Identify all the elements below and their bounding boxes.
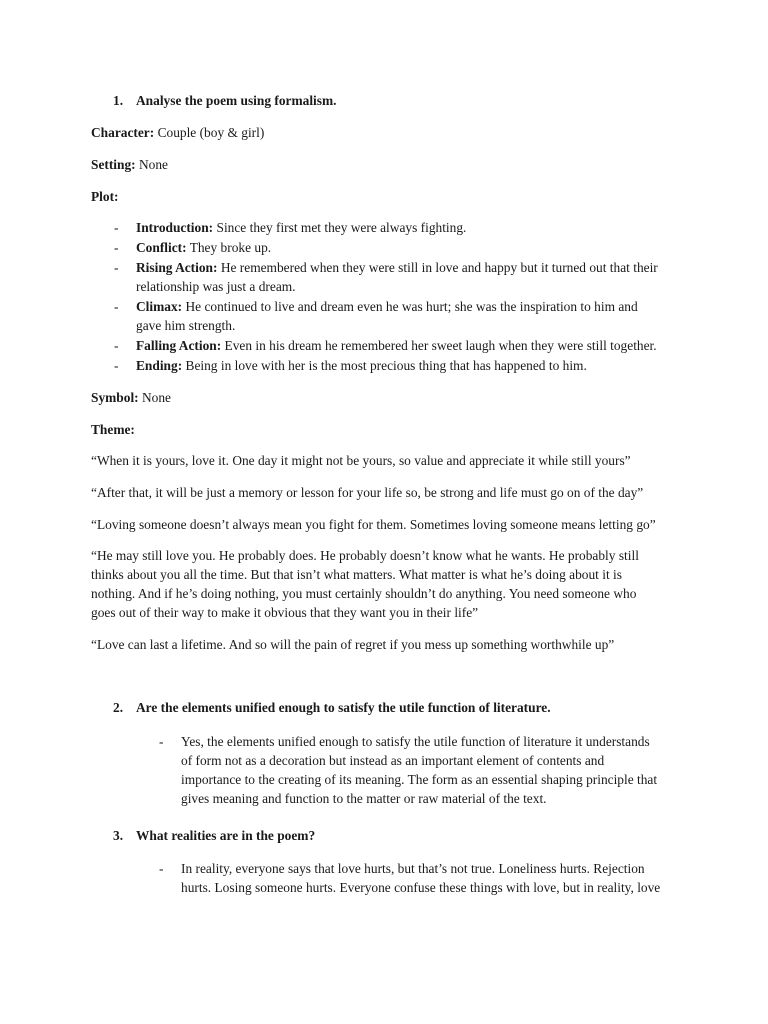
plot-dash: - xyxy=(114,299,119,314)
setting-value: None xyxy=(139,157,169,172)
q3-dash: - xyxy=(159,861,164,876)
plot-item-ending: Ending: Being in love with her is the most precious thing that has happened to him. xyxy=(136,358,587,373)
plot-item-conflict: Conflict: They broke up. xyxy=(136,240,272,255)
theme-quote: “Love can last a lifetime. And so will the pain of regret if you mess up something worthwhile up” xyxy=(91,637,615,652)
plot-item-introduction: Introduction: Since they first met they were always fighting. xyxy=(136,220,467,235)
plot-dash: - xyxy=(114,358,119,373)
setting-label: Setting: xyxy=(91,157,136,172)
plot-item-climax-cont: gave him strength. xyxy=(136,318,236,333)
q1-heading: Analyse the poem using formalism. xyxy=(136,93,337,108)
character-label: Character: xyxy=(91,125,155,140)
symbol-line xyxy=(91,390,171,406)
theme-quote: “Loving someone doesn’t always mean you fight for them. Sometimes loving someone means letting go” xyxy=(91,517,656,532)
q2-heading: Are the elements unified enough to satisfy the utile function of literature. xyxy=(136,700,551,715)
q3-heading: What realities are in the poem? xyxy=(136,828,316,843)
theme-quote: “When it is yours, love it. One day it might not be yours, so value and appreciate it while still yours” xyxy=(91,453,631,468)
plot-dash: - xyxy=(114,220,119,235)
plot-item-rising-action-cont: relationship was just a dream. xyxy=(136,279,296,294)
symbol-label: Symbol: xyxy=(91,390,139,405)
q2-answer-line: importance to the creating of its meaning. The form as an essential shaping principle that xyxy=(181,772,658,787)
theme-quote-cont: goes out of their way to make it obvious that they want you in their life” xyxy=(91,605,479,620)
q2-number: 2. xyxy=(113,700,124,715)
symbol-value: None xyxy=(141,390,171,405)
q2-answer-line: Yes, the elements unified enough to satisfy the utile function of literature it understands xyxy=(181,734,650,749)
character-line xyxy=(91,125,264,141)
plot-dash: - xyxy=(114,338,119,353)
q2-dash: - xyxy=(159,734,164,749)
theme-quote-cont: nothing. And if he’s doing nothing, you must certainly shouldn’t do anything. You need someone who xyxy=(91,586,637,601)
q3-answer-line: hurts. Losing someone hurts. Everyone confuse these things with love, but in reality, love xyxy=(181,880,661,895)
q1-number: 1. xyxy=(113,93,124,108)
character-value: Couple (boy & girl) xyxy=(157,125,265,140)
setting-line xyxy=(91,157,168,173)
q3-answer-line: In reality, everyone says that love hurts, but that’s not true. Loneliness hurts. Rejection xyxy=(181,861,645,876)
theme-quote: “He may still love you. He probably does. He probably doesn’t know what he wants. He probably still xyxy=(91,548,639,563)
q3-number: 3. xyxy=(113,828,124,843)
q2-answer-line: of form not as a decoration but instead as an important element of contents and xyxy=(181,753,605,768)
theme-label: Theme: xyxy=(91,422,135,437)
plot-item-falling-action: Falling Action: Even in his dream he remembered her sweet laugh when they were still together. xyxy=(136,338,657,353)
plot-item-climax: Climax: He continued to live and dream even he was hurt; she was the inspiration to him and xyxy=(136,299,638,314)
plot-label: Plot: xyxy=(91,189,119,204)
plot-dash: - xyxy=(114,240,119,255)
theme-quote: “After that, it will be just a memory or lesson for your life so, be strong and life must go on of the day” xyxy=(91,485,644,500)
plot-item-rising-action: Rising Action: He remembered when they were still in love and happy but it turned out that their xyxy=(136,260,658,275)
plot-dash: - xyxy=(114,260,119,275)
q2-answer-line: gives meaning and function to the matter or raw material of the text. xyxy=(181,791,547,806)
theme-quote-cont: thinks about you all the time. But that isn’t what matters. What matter is what he’s doing about it is xyxy=(91,567,622,582)
